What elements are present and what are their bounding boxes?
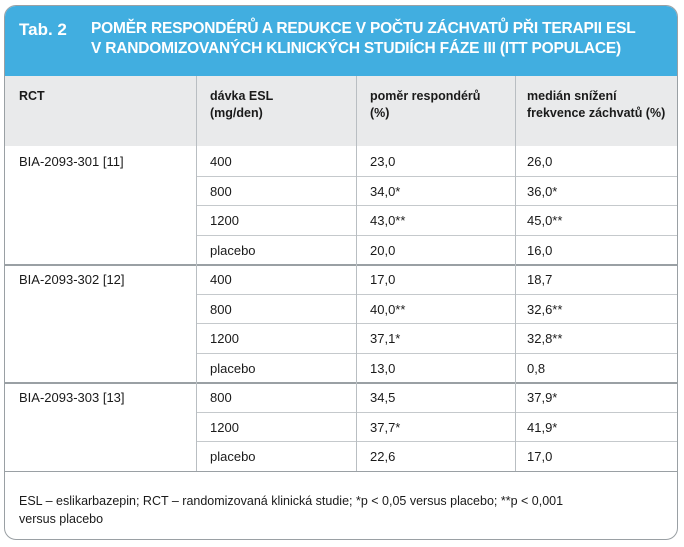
group-divider <box>5 382 677 384</box>
column-header-median <box>527 88 665 122</box>
cell-responders: 17,0 <box>370 272 396 287</box>
cell-responders: 34,0* <box>370 183 401 199</box>
cell-dose: placebo <box>210 360 256 376</box>
column-divider <box>196 76 197 471</box>
cell-median: 37,9* <box>527 390 558 405</box>
cell-dose: 1200 <box>210 419 239 435</box>
column-divider <box>515 76 516 471</box>
cell-responders: 13,0 <box>370 360 396 376</box>
footnote-line-2: versus placebo <box>19 512 104 526</box>
cell-dose: 800 <box>210 301 232 317</box>
table-footnote <box>19 492 659 528</box>
cell-dose: 400 <box>210 154 232 169</box>
cell-responders: 40,0** <box>370 301 406 317</box>
study-label: BIA-2093-303 [13] <box>19 390 125 405</box>
cell-median: 18,7 <box>527 272 553 287</box>
table-frame <box>4 5 678 540</box>
cell-dose: 1200 <box>210 331 239 346</box>
cell-median: 32,6** <box>527 301 563 317</box>
row-divider <box>196 205 677 206</box>
cell-median: 0,8 <box>527 360 546 376</box>
column-header-rct <box>19 88 45 105</box>
row-divider <box>196 176 677 177</box>
cell-dose: 400 <box>210 272 232 287</box>
column-header-responders-line-1: poměr respondérů <box>370 89 481 103</box>
cell-dose: placebo <box>210 242 256 258</box>
cell-dose: 800 <box>210 183 232 199</box>
column-divider <box>356 76 357 471</box>
cell-dose: 1200 <box>210 213 239 228</box>
column-header-dose-line-2: (mg/den) <box>210 106 263 120</box>
row-divider <box>196 412 677 413</box>
cell-responders: 43,0** <box>370 213 406 228</box>
table-title-line-1: POMĚR RESPONDÉRŮ A REDUKCE V POČTU ZÁCHVATŮ PŘI TERAPII ESL <box>91 20 636 37</box>
cell-median: 41,9* <box>527 419 558 435</box>
column-header-median-line-1: medián snížení <box>527 89 617 103</box>
row-divider <box>196 353 677 354</box>
cell-responders: 37,1* <box>370 331 401 346</box>
cell-responders: 23,0 <box>370 154 396 169</box>
row-divider <box>196 323 677 324</box>
table-title-line-2: V RANDOMIZOVANÝCH KLINICKÝCH STUDIÍCH FÁZE III (ITT POPULACE) <box>91 40 622 57</box>
column-header-rct-text: RCT <box>19 89 45 103</box>
cell-dose: 800 <box>210 390 232 405</box>
cell-median: 36,0* <box>527 183 558 199</box>
column-header-median-line-2: frekvence záchvatů (%) <box>527 106 666 120</box>
study-label: BIA-2093-301 [11] <box>19 154 124 169</box>
study-label: BIA-2093-302 [12] <box>19 272 125 287</box>
table-title-bar <box>5 6 677 76</box>
cell-median: 45,0** <box>527 213 563 228</box>
column-header-dose-line-1: dávka ESL <box>210 89 274 103</box>
cell-dose: placebo <box>210 449 256 464</box>
row-divider <box>196 441 677 442</box>
row-divider <box>196 235 677 236</box>
row-divider <box>196 294 677 295</box>
group-divider <box>5 264 677 266</box>
column-header-row <box>5 76 677 146</box>
cell-median: 17,0 <box>527 449 553 464</box>
cell-responders: 20,0 <box>370 242 396 258</box>
cell-median: 32,8** <box>527 331 563 346</box>
column-header-responders-line-2: (%) <box>370 106 390 120</box>
column-header-dose <box>210 88 273 122</box>
group-divider <box>5 471 677 473</box>
cell-median: 26,0 <box>527 154 553 169</box>
column-header-responders <box>370 88 480 122</box>
footnote-line-1: ESL – eslikarbazepin; RCT – randomizovaná klinická studie; *p < 0,05 versus placebo; **p < 0,001 <box>19 494 564 508</box>
cell-responders: 34,5 <box>370 390 396 405</box>
cell-responders: 37,7* <box>370 419 401 435</box>
cell-responders: 22,6 <box>370 449 396 464</box>
cell-median: 16,0 <box>527 242 553 258</box>
table-number: Tab. 2 <box>19 20 67 39</box>
table-title <box>91 19 667 59</box>
